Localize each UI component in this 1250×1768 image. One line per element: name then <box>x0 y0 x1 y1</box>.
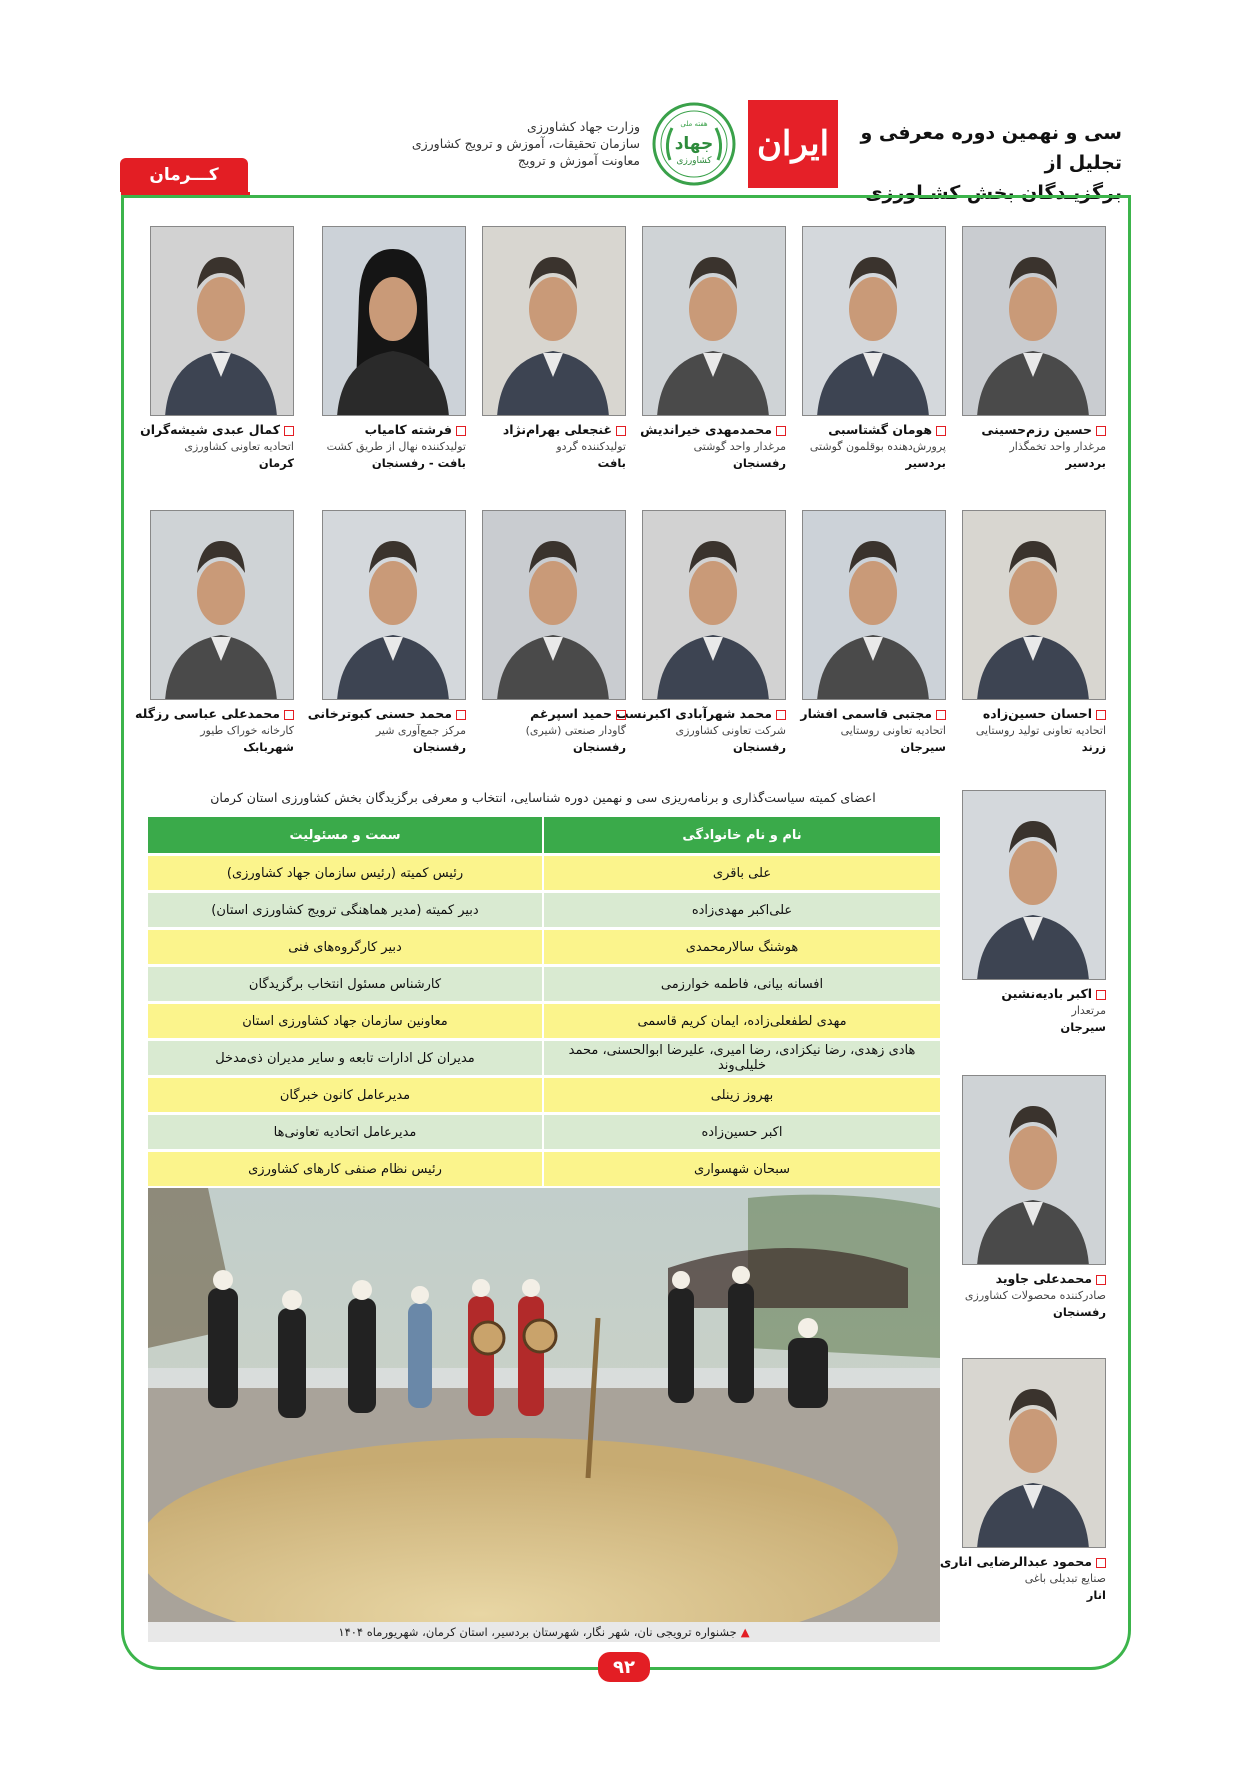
winner-photo <box>962 510 1106 700</box>
winner-card <box>616 510 786 754</box>
winner-name: مجتبی قاسمی افشار <box>800 706 932 721</box>
checkbox-square-icon <box>1096 426 1106 436</box>
winner-role: اتحادیه تعاونی کشاورزی <box>184 440 294 453</box>
winner-city: انار <box>1086 1588 1106 1602</box>
col-role-header: سمت و مسئولیت <box>148 817 544 853</box>
member-role: مدیرعامل اتحادیه تعاونی‌ها <box>148 1115 544 1149</box>
winner-role: گاودار صنعتی (شیری) <box>525 724 626 737</box>
winner-photo <box>150 510 294 700</box>
winner-city: کرمان <box>258 456 294 470</box>
winner-card <box>960 510 1106 754</box>
winner-photo <box>322 226 466 416</box>
winner-photo <box>482 510 626 700</box>
winner-name: کمال عبدی شیشه‌گران <box>140 422 280 437</box>
winner-name-line <box>307 706 466 721</box>
iran-logo <box>748 100 838 188</box>
winner-city: بردسیر <box>905 456 946 470</box>
member-role: رئیس کمیته (رئیس سازمان جهاد کشاورزی) <box>148 856 544 890</box>
winner-city: بردسیر <box>1065 456 1106 470</box>
member-role: کارشناس مسئول انتخاب برگزیدگان <box>148 967 544 1001</box>
checkbox-square-icon <box>616 426 626 436</box>
member-name: علی باقری <box>544 856 940 890</box>
festival-photo <box>148 1188 940 1622</box>
winner-photo <box>482 226 626 416</box>
winner-city: رفسنجان <box>733 456 786 470</box>
winner-role: اتحادیه تعاونی روستایی <box>840 724 946 737</box>
winner-name-line <box>960 986 1106 1001</box>
winner-card <box>320 226 466 470</box>
winner-name-line <box>800 706 946 721</box>
table-row <box>148 930 940 964</box>
winner-name-line <box>480 422 626 437</box>
winner-card <box>960 1075 1106 1319</box>
checkbox-square-icon <box>284 710 294 720</box>
member-role: مدیرعامل کانون خبرگان <box>148 1078 544 1112</box>
winner-city: رفسنجان <box>413 740 466 754</box>
checkbox-square-icon <box>1096 710 1106 720</box>
photo-caption-text: جشنواره ترویجی نان، شهر نگار، شهرستان بردسیر، استان کرمان، شهریورماه ۱۴۰۴ <box>338 1625 737 1639</box>
winner-role: کارخانه خوراک طیور <box>200 724 294 737</box>
checkbox-square-icon <box>776 426 786 436</box>
winner-role: مرغدار واحد تخمگذار <box>1009 440 1106 453</box>
winner-name: محمدعلی جاوید <box>995 1271 1092 1286</box>
winner-photo <box>962 790 1106 980</box>
winner-card <box>800 510 946 754</box>
winner-card <box>480 510 626 754</box>
jahad-keshavarzi-logo <box>650 100 738 188</box>
checkbox-square-icon <box>284 426 294 436</box>
checkbox-square-icon <box>616 710 626 720</box>
winner-name: محمدعلی عباسی رزگله <box>135 706 280 721</box>
winner-name: اکبر بادیه‌نشین <box>1001 986 1092 1001</box>
winner-role: اتحادیه تعاونی تولید روستایی <box>975 724 1106 737</box>
winner-name: حمید اسپرغم <box>530 706 612 721</box>
winner-name: فرشته کامیاب <box>364 422 452 437</box>
winner-card <box>960 790 1106 1034</box>
winner-name: هومان گشتاسبی <box>828 422 932 437</box>
winner-city: سیرجان <box>1060 1020 1106 1034</box>
winner-city: بافت <box>597 456 626 470</box>
org-line-2: سازمان تحقیقات، آموزش و ترویج کشاورزی <box>411 136 640 151</box>
checkbox-square-icon <box>1096 1275 1106 1285</box>
winner-role: تولیدکننده گردو <box>556 440 626 453</box>
table-row <box>148 1115 940 1149</box>
checkbox-square-icon <box>776 710 786 720</box>
page-number-text: ۹۲ <box>613 1656 635 1678</box>
title-line-2: برگزیـدگان بخش کشـاورزی <box>865 182 1122 204</box>
winner-card <box>640 226 786 470</box>
winner-name-line <box>640 422 786 437</box>
winner-photo <box>962 1358 1106 1548</box>
region-tab <box>120 158 248 192</box>
winner-name-line <box>800 422 946 437</box>
member-role: دبیر کارگروه‌های فنی <box>148 930 544 964</box>
table-row <box>148 893 940 927</box>
winner-name: احسان حسین‌زاده <box>982 706 1092 721</box>
ministry-lines <box>380 118 640 169</box>
winner-name-line <box>939 1554 1106 1569</box>
winner-role: پرورش‌دهنده بوقلمون گوشتی <box>809 440 946 453</box>
member-name: هوشنگ سالارمحمدی <box>544 930 940 964</box>
page-number <box>598 1652 650 1682</box>
winner-name: غنجعلی بهرام‌نژاد <box>502 422 612 437</box>
svg-text:کشاورزی: کشاورزی <box>676 156 712 166</box>
winner-name-line <box>616 706 786 721</box>
winner-name: حسین رزم‌حسینی <box>981 422 1092 437</box>
committee-table <box>148 814 940 1189</box>
svg-text:جهاد: جهاد <box>674 134 714 154</box>
org-line-3: معاونت آموزش و ترویج <box>517 153 640 168</box>
winner-photo <box>802 510 946 700</box>
winner-city: بافت - رفسنجان <box>371 456 466 470</box>
winner-name-line <box>960 706 1106 721</box>
checkbox-square-icon <box>1096 990 1106 1000</box>
checkbox-square-icon <box>456 426 466 436</box>
table-row <box>148 1041 940 1075</box>
winner-name-line <box>140 422 294 437</box>
winner-role: شرکت تعاونی کشاورزی <box>675 724 786 737</box>
winner-city: شهربابک <box>243 740 294 754</box>
winner-name-line <box>960 422 1106 437</box>
org-line-1: وزارت جهاد کشاورزی <box>527 119 640 134</box>
winner-name-line <box>320 422 466 437</box>
member-name: اکبر حسین‌زاده <box>544 1115 940 1149</box>
member-role: مدیران کل ادارات تابعه و سایر مدیران ذی‌مدخل <box>148 1041 544 1075</box>
winner-photo <box>802 226 946 416</box>
winner-photo <box>642 226 786 416</box>
winner-card <box>307 510 466 754</box>
region-label: کـــرمان <box>149 165 219 185</box>
table-row <box>148 856 940 890</box>
table-row <box>148 1004 940 1038</box>
table-header-row <box>148 817 940 853</box>
winner-photo <box>642 510 786 700</box>
winner-role: صادرکننده محصولات کشاورزی <box>964 1289 1106 1302</box>
winner-city: رفسنجان <box>573 740 626 754</box>
winner-card <box>140 226 294 470</box>
table-row <box>148 967 940 1001</box>
winner-photo <box>962 1075 1106 1265</box>
member-role: رئیس نظام صنفی کارهای کشاورزی <box>148 1152 544 1186</box>
checkbox-square-icon <box>936 426 946 436</box>
member-role: معاونین سازمان جهاد کشاورزی استان <box>148 1004 544 1038</box>
checkbox-square-icon <box>936 710 946 720</box>
winner-card <box>800 226 946 470</box>
winner-role: تولیدکننده نهال از طریق کشت <box>326 440 466 453</box>
winner-card <box>480 226 626 470</box>
winner-role: مرتعدار <box>1071 1004 1106 1017</box>
winner-card <box>960 226 1106 470</box>
member-name: بهروز زینلی <box>544 1078 940 1112</box>
winner-name-line <box>135 706 294 721</box>
triangle-icon: ▲ <box>740 1625 750 1639</box>
winner-role: مرغدار واحد گوشتی <box>693 440 786 453</box>
winner-name: محمد حسنی کبوترخانی <box>307 706 452 721</box>
checkbox-square-icon <box>456 710 466 720</box>
frame-accent <box>121 192 250 195</box>
title-line-1: سی و نهمین دوره معرفی و تجلیل از <box>860 122 1122 174</box>
winner-city: رفسنجان <box>1053 1305 1106 1319</box>
winner-role: صنایع تبدیلی باغی <box>1024 1572 1106 1585</box>
winner-name: محمود عبدالرضایی اناری <box>939 1554 1092 1569</box>
winner-city: زرند <box>1081 740 1106 754</box>
winner-city: رفسنجان <box>733 740 786 754</box>
winner-role: مرکز جمع‌آوری شیر <box>375 724 466 737</box>
winner-name-line <box>960 1271 1106 1286</box>
photo-caption <box>148 1622 940 1642</box>
member-name: سبحان شهسواری <box>544 1152 940 1186</box>
winner-name-line <box>480 706 626 721</box>
winner-photo <box>150 226 294 416</box>
col-name-header: نام و نام خانوادگی <box>544 817 940 853</box>
winner-photo <box>962 226 1106 416</box>
winner-photo <box>322 510 466 700</box>
committee-caption: اعضای کمیته سیاست‌گذاری و برنامه‌ریزی سی و نهمین دوره شناسایی، انتخاب و معرفی برگزیدگان بخش کشاورزی استان کرمان <box>210 790 876 805</box>
member-role: دبیر کمیته (مدیر هماهنگی ترویج کشاورزی استان) <box>148 893 544 927</box>
winner-city: سیرجان <box>900 740 946 754</box>
winner-card <box>135 510 294 754</box>
iran-logo-text: ایران <box>756 124 830 164</box>
winner-name: محمدمهدی خیراندیش <box>640 422 772 437</box>
winner-name: محمد شهرآبادی اکبرنسب <box>616 706 772 721</box>
member-name: علی‌اکبر مهدی‌زاده <box>544 893 940 927</box>
member-name: افسانه بیانی، فاطمه خوارزمی <box>544 967 940 1001</box>
member-name: هادی زهدی، رضا نیکزادی، رضا امیری، علیرضا ابوالحسنی، محمد خلیلی‌وند <box>544 1041 940 1075</box>
member-name: مهدی لطفعلی‌زاده، ایمان کریم قاسمی <box>544 1004 940 1038</box>
checkbox-square-icon <box>1096 1558 1106 1568</box>
svg-text:هفته ملی: هفته ملی <box>680 120 708 128</box>
winner-card <box>939 1358 1106 1602</box>
table-row <box>148 1078 940 1112</box>
table-row <box>148 1152 940 1186</box>
